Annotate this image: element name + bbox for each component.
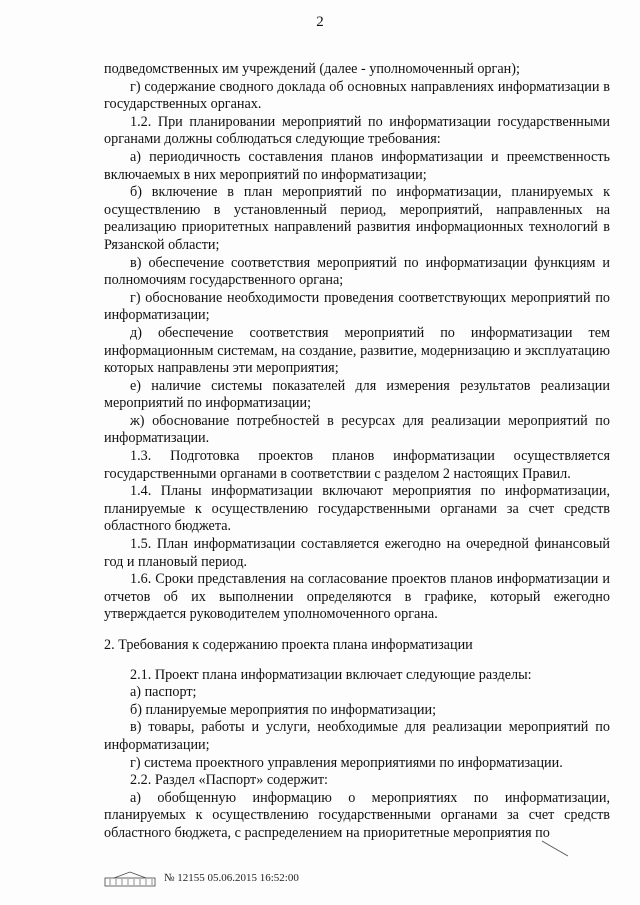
paragraph: в) обеспечение соответствия мероприятий по информатизации функциям и полномочиям государственного органа; xyxy=(104,254,610,289)
paragraph: 2.1. Проект плана информатизации включает следующие разделы: xyxy=(130,666,532,683)
document-body xyxy=(104,61,610,843)
paragraph: а) паспорт; xyxy=(130,684,197,701)
paragraph: 1.2. При планировании мероприятий по информатизации государственными органами должны соблюдаться следующие требования: xyxy=(104,113,610,148)
paragraph: 1.6. Сроки представления на согласование проектов планов информатизации и отчетов об их выполнении определяются в графике, который ежегодно утверждается руководителем уполномоченного органа. xyxy=(104,571,610,623)
paragraph: г) система проектного управления мероприятиями по информатизации. xyxy=(130,754,563,771)
paragraph: 2.2. Раздел «Паспорт» содержит: xyxy=(130,772,329,789)
section-1-paragraphs xyxy=(104,61,610,624)
paragraph: 1.5. План информатизации составляется ежегодно на очередной финансовый год и плановый период. xyxy=(104,536,610,570)
paragraph: а) обобщенную информацию о мероприятиях по информатизации, планируемых к осуществлению государственными органами за счет средств областного бюджета, с распределением на приоритетные мероприятия по xyxy=(104,789,610,841)
pen-mark-icon xyxy=(540,838,570,858)
paragraph: г) содержание сводного доклада об основных направлениях информатизации в государственных органах. xyxy=(104,78,610,113)
paragraph: в) товары, работы и услуги, необходимые для реализации мероприятий по информатизации; xyxy=(104,719,610,753)
paragraph: б) включение в план мероприятий по информатизации, планируемых к осуществлению в установленный период, мероприятий, направленных на реализацию приоритетных направлений развития информационных технологий в Рязанской области; xyxy=(104,184,610,253)
paragraph: е) наличие системы показателей для измерения результатов реализации мероприятий по информатизации; xyxy=(104,377,610,412)
paragraph: подведомственных им учреждений (далее - уполномоченный орган); xyxy=(104,61,520,77)
section-heading: 2. Требования к содержанию проекта плана информатизации xyxy=(104,637,473,653)
paragraph: ж) обоснование потребностей в ресурсах для реализации мероприятий по информатизации. xyxy=(104,412,610,447)
building-stamp-icon xyxy=(104,870,156,888)
footer xyxy=(104,870,404,892)
section-2-paragraphs xyxy=(104,667,610,843)
paragraph: г) обоснование необходимости проведения соответствующих мероприятий по информатизации; xyxy=(104,289,610,324)
page-number: 2 xyxy=(316,14,324,30)
paragraph: б) планируемые мероприятия по информатизации; xyxy=(130,701,437,718)
document-registration-stamp: № 12155 05.06.2015 16:52:00 xyxy=(164,872,299,884)
paragraph: 1.3. Подготовка проектов планов информатизации осуществляется государственными органами в соответствии с разделом 2 настоящих Правил. xyxy=(104,448,610,482)
paragraph: 1.4. Планы информатизации включают мероприятия по информатизации, планируемые к осуществлению государственными органами за счет средств областного бюджета. xyxy=(104,483,610,535)
paragraph: д) обеспечение соответствия мероприятий по информатизации тем информационным системам, на создание, развитие, модернизацию и эксплуатацию которых направлены эти мероприятия; xyxy=(104,324,610,377)
paragraph: а) периодичность составления планов информатизации и преемственность включаемых в них мероприятий по информатизации; xyxy=(104,148,610,183)
